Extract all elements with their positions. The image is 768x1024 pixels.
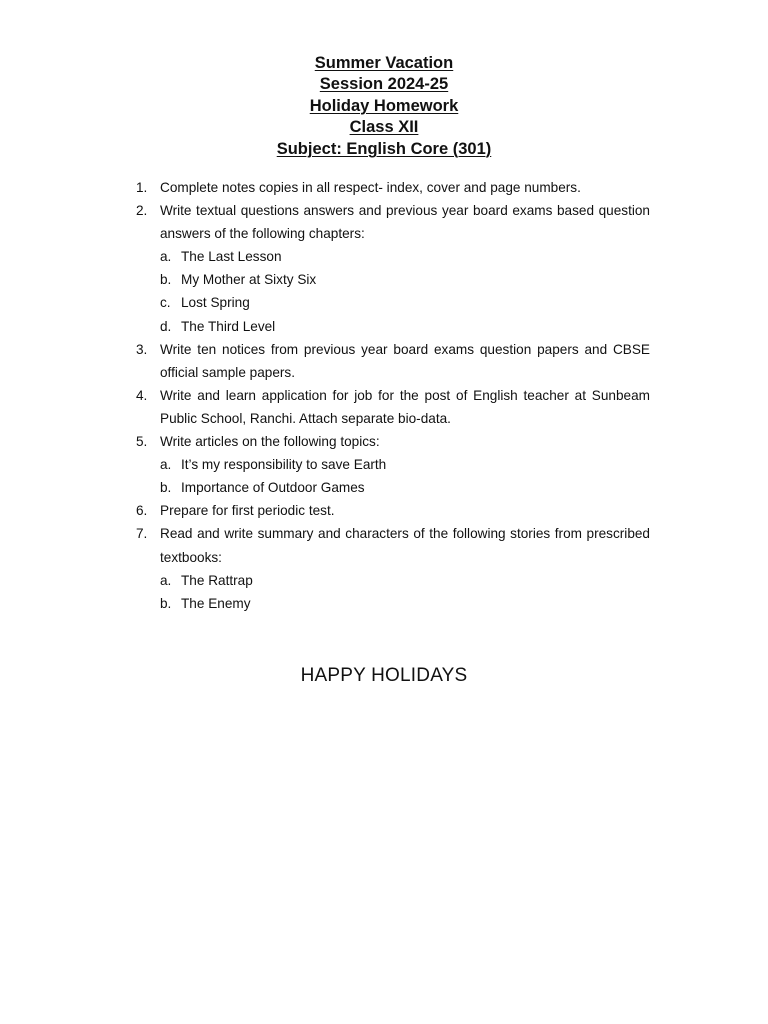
title-summer-vacation: Summer Vacation [314,54,454,72]
sub-item-letter: b. [160,272,172,288]
sub-item-text: The Third Level [181,318,276,334]
sub-item-text: Importance of Outdoor Games [181,480,365,496]
sub-item-letter: a. [160,457,172,473]
sub-item-letter: b. [160,595,172,611]
item-text: Read and write summary and characters of the following stories from prescribed textbooks: [160,526,650,565]
sub-item-letter: c. [160,295,171,311]
sub-list-item [136,569,650,592]
title-subject: Subject: English Core (301) [276,139,492,158]
sub-item-text: It’s my responsibility to save Earth [181,457,387,473]
sub-item-letter: b. [160,480,172,496]
sub-item-letter: d. [160,318,172,334]
title-class: Class XII [349,118,419,137]
list-item [136,199,650,245]
item-number: 7. [136,526,148,542]
sub-item-text: The Rattrap [181,572,253,588]
item-number: 4. [136,387,148,403]
list-item [136,338,650,384]
sub-list-item [136,245,650,268]
item-text: Write articles on the following topics: [160,434,380,450]
title-holiday-homework: Holiday Homework [309,96,459,115]
sub-item-text: The Last Lesson [181,249,282,265]
item-number: 1. [136,180,148,195]
sub-list-item [136,291,650,314]
list-item [136,430,650,453]
sub-item-letter: a. [160,572,172,588]
sub-item-text: My Mother at Sixty Six [181,272,317,288]
sub-list-item [136,315,650,338]
list-item [136,522,650,568]
sub-list-item [136,453,650,476]
sub-list-item [136,476,650,499]
list-item [136,176,650,199]
item-text: Write ten notices from previous year board exams question papers and CBSE official sample papers. [160,341,650,380]
sub-item-text: The Enemy [181,595,251,611]
item-text: Write and learn application for job for the post of English teacher at Sunbeam Public School, Ranchi. Attach separate bio-data. [160,387,650,426]
item-number: 3. [136,341,148,357]
document-header [0,53,768,160]
sub-item-text: Lost Spring [181,295,250,311]
item-text: Complete notes copies in all respect- index, cover and page numbers. [160,180,581,195]
sub-list-item [136,268,650,291]
homework-list [136,176,650,615]
item-number: 2. [136,203,148,219]
item-text: Write textual questions answers and previous year board exams based question answers of the following chapters: [160,203,650,242]
sub-item-letter: a. [160,249,172,265]
item-number: 5. [136,434,148,450]
list-item [136,384,650,430]
item-text: Prepare for first periodic test. [160,503,335,519]
item-number: 6. [136,503,148,519]
happy-holidays-footer: HAPPY HOLIDAYS [300,665,468,686]
sub-list-item [136,592,650,615]
list-item [136,499,650,522]
title-session: Session 2024-25 [319,75,449,94]
